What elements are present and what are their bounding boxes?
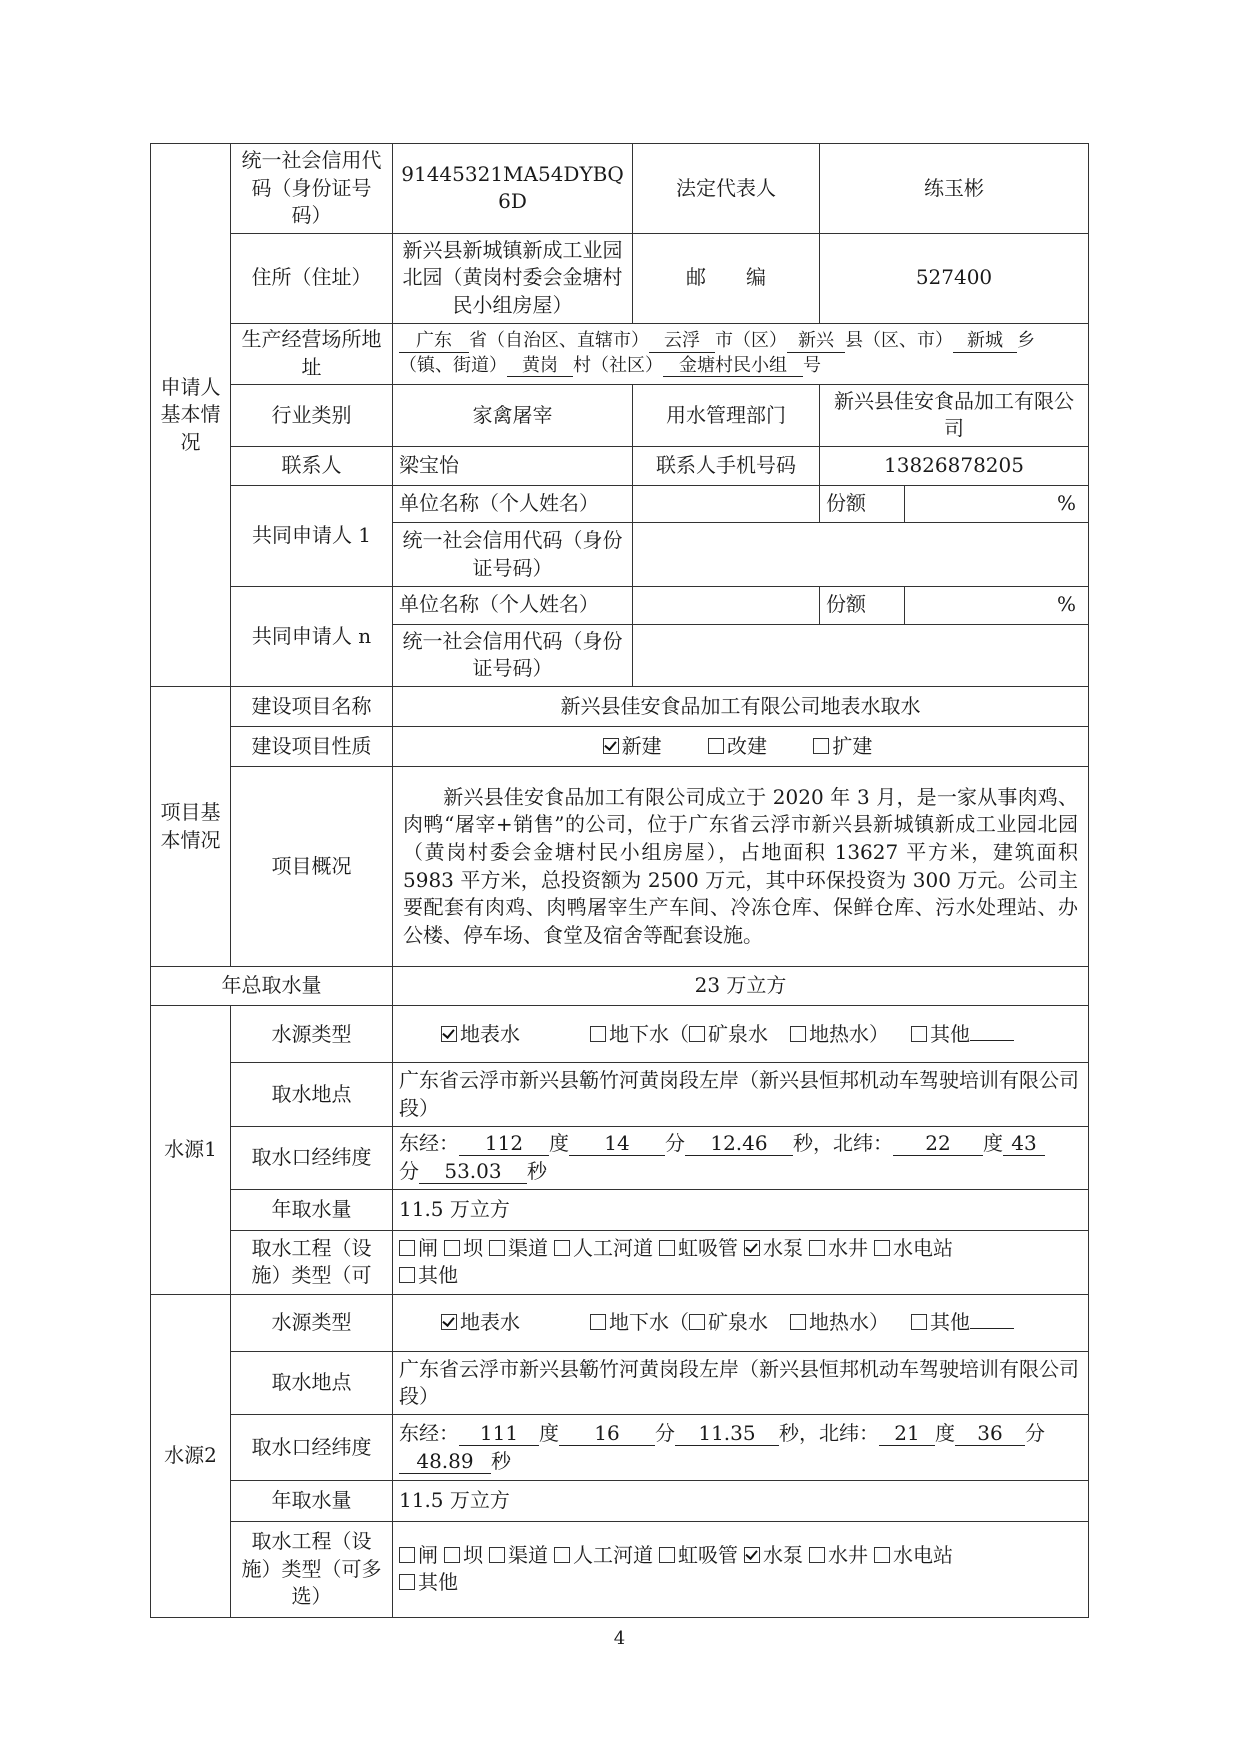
source-2-facility-shuijing-label: 水井 (828, 1542, 868, 1567)
checkbox-icon (590, 1026, 606, 1042)
source-1-facility-rengong-label: 人工河道 (573, 1235, 653, 1260)
address-label: 住所（住址） (231, 233, 393, 323)
industry-label: 行业类别 (231, 385, 393, 447)
source-1-lon-deg: 112 (459, 1131, 549, 1156)
source-1-facility-shuijing-label: 水井 (828, 1235, 868, 1260)
source-2-mineral-option[interactable] (689, 1309, 768, 1337)
checked-box-icon (441, 1026, 457, 1042)
source-1-lat-min-unit: 分 (399, 1159, 419, 1184)
source-2-deg-unit: 度 (539, 1420, 559, 1445)
checkbox-icon (554, 1547, 570, 1563)
checked-box-icon (603, 738, 619, 754)
source-1-surface-label: 地表水 (460, 1021, 520, 1046)
site-village: 黄岗 (507, 355, 573, 378)
site-city-suffix: 市（区） (715, 330, 787, 352)
source-1-type-label: 水源类型 (231, 1006, 393, 1063)
co-applicant-1-name-label: 单位名称（个人姓名） (393, 485, 633, 523)
source-2-facility-qita[interactable] (399, 1569, 458, 1597)
checkbox-icon (874, 1240, 890, 1256)
checkbox-icon (809, 1240, 825, 1256)
site-number-suffix: 号 (803, 354, 821, 376)
source-2-geo-option[interactable] (790, 1309, 889, 1337)
project-overview-text (393, 766, 1089, 966)
source-1-facility-hongxi-label: 虹吸管 (678, 1235, 738, 1260)
source-2-facility-shuijing[interactable] (809, 1542, 868, 1570)
project-nature-options (393, 726, 1089, 766)
source-1-lat-deg-unit: 度 (983, 1131, 1003, 1156)
source-1-east-prefix: 东经： (399, 1131, 459, 1156)
source-1-other-option[interactable] (911, 1021, 1014, 1049)
source-2-facility-qudao[interactable] (489, 1542, 548, 1570)
total-water-label: 年总取水量 (151, 967, 393, 1006)
source-2-lat-deg-unit: 度 (935, 1420, 955, 1445)
co-applicant-n-code-value (633, 624, 1089, 686)
source-1-coord-value (393, 1126, 1089, 1189)
source-1-facility-shuibeng-label: 水泵 (763, 1235, 803, 1260)
credit-code-label: 统一社会信用代码（身份证号码） (231, 144, 393, 234)
source-2-location-value: 广东省云浮市新兴县簕竹河黄岗段左岸（新兴县恒邦机动车驾驶培训有限公司段） (393, 1351, 1089, 1414)
site-town: 新城 (953, 330, 1017, 353)
checkbox-icon (874, 1547, 890, 1563)
source-1-facility-ba-label: 坝 (463, 1235, 483, 1260)
source-2-north-prefix: ，北纬： (799, 1420, 879, 1445)
source-2-facility-zha-label: 闸 (418, 1542, 438, 1567)
checkbox-icon (554, 1240, 570, 1256)
checkbox-icon (689, 1026, 705, 1042)
source-1-location-label: 取水地点 (231, 1063, 393, 1126)
applicant-section-label: 申请人基本情况 (151, 144, 231, 687)
checkbox-icon (399, 1547, 415, 1563)
source-1-annual-value: 11.5 万立方 (393, 1190, 1089, 1231)
source-2-other-option[interactable] (911, 1309, 1014, 1337)
source-1-facility-rengong[interactable] (554, 1235, 653, 1263)
checkbox-icon (911, 1026, 927, 1042)
source-2-other-blank (970, 1327, 1014, 1329)
nature-option-new-label: 新建 (621, 733, 662, 758)
source-2-lat-min-unit: 分 (1025, 1420, 1045, 1445)
co-applicant-1-code-label: 统一社会信用代码（身份证号码） (393, 523, 633, 586)
total-water-value: 23 万立方 (393, 967, 1089, 1006)
co-applicant-n-label: 共同申请人 n (231, 586, 393, 686)
source-2-surface-option[interactable] (441, 1309, 520, 1337)
contact-value: 梁宝怡 (393, 446, 633, 485)
source-1-type-options (393, 1006, 1089, 1063)
legal-rep-label: 法定代表人 (633, 144, 820, 234)
nature-option-rebuild-label: 改建 (727, 733, 767, 758)
checkbox-icon (659, 1547, 675, 1563)
co-applicant-n-share-label: 份额 (820, 586, 905, 624)
source-2-location-label: 取水地点 (231, 1351, 393, 1414)
source-2-surface-label: 地表水 (460, 1309, 520, 1334)
source-1-facility-shuibeng[interactable] (744, 1235, 803, 1263)
source-2-other-label: 其他 (930, 1309, 970, 1334)
checked-box-icon (441, 1314, 457, 1330)
nature-option-expand-label: 扩建 (832, 733, 873, 758)
source-1-facility-qudao[interactable] (489, 1235, 548, 1263)
checkbox-icon (911, 1314, 927, 1330)
source-1-facility-zha[interactable] (399, 1235, 438, 1263)
source-2-coord-value (393, 1415, 1089, 1480)
source-1-north-prefix: ，北纬： (813, 1131, 893, 1156)
checkbox-icon (399, 1267, 415, 1283)
checkbox-icon (790, 1314, 806, 1330)
source-2-sec-unit: 秒 (779, 1420, 799, 1445)
source-2-annual-label: 年取水量 (231, 1480, 393, 1521)
source-1-deg-unit: 度 (549, 1131, 569, 1156)
source-1-ground-label: 地下水（ (609, 1021, 689, 1046)
checkbox-icon (790, 1026, 806, 1042)
source-2-ground-option[interactable] (590, 1309, 689, 1337)
source-2-facility-ba-label: 坝 (463, 1542, 483, 1567)
checkbox-icon (659, 1240, 675, 1256)
project-section-label: 项目基本情况 (151, 687, 231, 967)
source-2-east-prefix: 东经： (399, 1420, 459, 1445)
source-1-other-blank (970, 1039, 1014, 1041)
source-1-facility-qudao-label: 渠道 (508, 1235, 548, 1260)
checkbox-icon (708, 738, 724, 754)
source-1-other-label: 其他 (930, 1021, 970, 1046)
source-1-lat-sec-unit: 秒 (527, 1159, 547, 1184)
co-applicant-1-share-value: % (905, 485, 1089, 523)
project-overview-body: 新兴县佳安食品加工有限公司成立于 2020 年 3 月，是一家从事肉鸡、肉鸭“屠宰+销售”的公司，位于广东省云浮市新兴县新城镇新成工业园北园（黄岗村委会金塘村民小组房屋），占地面积 13627 平方米，建筑面积 5983 平方米，总投资额为 2500 万元，其中环保投资为 300 万元。公司主要配套有肉鸡、肉鸭屠宰生产车间、冷冻仓库、保鲜仓库、污水处理站、办公楼、停车场、食堂及宿舍等配套设施。 (403, 784, 1078, 947)
nature-option-expand[interactable] (813, 733, 872, 761)
source-2-type-options (393, 1294, 1089, 1351)
postcode-value: 527400 (820, 233, 1089, 323)
source-1-lat-sec: 53.03 (419, 1159, 527, 1184)
co-applicant-n-share-value: % (905, 586, 1089, 624)
co-applicant-n-name-label: 单位名称（个人姓名） (393, 586, 633, 624)
checked-box-icon (744, 1240, 760, 1256)
phone-label: 联系人手机号码 (633, 446, 820, 485)
project-name-label: 建设项目名称 (231, 687, 393, 727)
source-2-facility-shuibeng[interactable] (744, 1542, 803, 1570)
source-1-facility-label: 取水工程（设施）类型（可 (231, 1231, 393, 1294)
contact-label: 联系人 (231, 446, 393, 485)
source-1-facility-hongxi[interactable] (659, 1235, 738, 1263)
co-applicant-1-code-value (633, 523, 1089, 586)
site-address-value (393, 323, 1089, 385)
source-2-annual-value: 11.5 万立方 (393, 1480, 1089, 1521)
source-1-geo-option[interactable] (790, 1021, 889, 1049)
source-1-facility-options (393, 1231, 1089, 1294)
source-2-facility-shuibeng-label: 水泵 (763, 1542, 803, 1567)
source-1-facility-shuijing[interactable] (809, 1235, 868, 1263)
source-1-facility-shuidian[interactable] (874, 1235, 953, 1263)
source-1-location-value: 广东省云浮市新兴县簕竹河黄岗段左岸（新兴县恒邦机动车驾驶培训有限公司段） (393, 1063, 1089, 1126)
project-nature-label: 建设项目性质 (231, 726, 393, 766)
checkbox-icon (444, 1547, 460, 1563)
site-province: 广东 (399, 330, 469, 353)
application-form-table (150, 143, 1089, 1618)
source-2-type-label: 水源类型 (231, 1294, 393, 1351)
checkbox-icon (399, 1574, 415, 1590)
nature-option-new[interactable] (603, 733, 662, 761)
source-2-facility-ba[interactable] (444, 1542, 483, 1570)
page-number: 4 (613, 1628, 626, 1649)
checkbox-icon (813, 738, 829, 754)
source-1-ground-option[interactable] (590, 1021, 689, 1049)
source-1-lon-sec: 12.46 (685, 1131, 793, 1156)
source-1-mineral-label: 矿泉水 (708, 1021, 768, 1046)
checkbox-icon (689, 1314, 705, 1330)
checkbox-icon (489, 1547, 505, 1563)
source-2-facility-shuidian[interactable] (874, 1542, 953, 1570)
source-1-facility-qita[interactable] (399, 1262, 458, 1290)
source-2-lon-min: 16 (559, 1421, 655, 1446)
source-2-facility-rengong-label: 人工河道 (573, 1542, 653, 1567)
phone-value: 13826878205 (820, 446, 1089, 485)
source-2-facility-zha[interactable] (399, 1542, 438, 1570)
source-1-sec-unit: 秒 (793, 1131, 813, 1156)
site-address-label: 生产经营场所地址 (231, 323, 393, 385)
checkbox-icon (590, 1314, 606, 1330)
co-applicant-1-share-label: 份额 (820, 485, 905, 523)
site-town-suffix: 乡（镇、街道） (399, 330, 1035, 376)
source-2-lat-deg: 21 (879, 1421, 935, 1446)
source-2-label: 水源2 (151, 1294, 231, 1617)
checked-box-icon (744, 1547, 760, 1563)
water-dept-label: 用水管理部门 (633, 385, 820, 447)
source-1-facility-shuidian-label: 水电站 (893, 1235, 953, 1260)
checkbox-icon (444, 1240, 460, 1256)
industry-value: 家禽屠宰 (393, 385, 633, 447)
co-applicant-1-name-value (633, 485, 820, 523)
source-2-facility-qudao-label: 渠道 (508, 1542, 548, 1567)
project-overview-label: 项目概况 (231, 766, 393, 966)
source-1-min-unit: 分 (665, 1131, 685, 1156)
checkbox-icon (809, 1547, 825, 1563)
source-2-lat-sec-unit: 秒 (491, 1448, 511, 1473)
source-2-facility-rengong[interactable] (554, 1542, 653, 1570)
site-number: 金塘村民小组 (663, 355, 803, 378)
source-2-ground-label: 地下水（ (609, 1309, 689, 1334)
site-province-suffix: 省（自治区、直辖市） (469, 330, 649, 352)
source-1-label: 水源1 (151, 1006, 231, 1294)
source-1-lat-min: 43 (1003, 1131, 1045, 1156)
source-1-lon-min: 14 (569, 1131, 665, 1156)
source-1-facility-qita-label: 其他 (418, 1263, 458, 1288)
source-1-annual-label: 年取水量 (231, 1190, 393, 1231)
source-2-lat-sec: 48.89 (399, 1449, 491, 1474)
water-dept-value: 新兴县佳安食品加工有限公司 (820, 385, 1089, 447)
nature-option-rebuild[interactable] (708, 733, 767, 761)
source-1-surface-option[interactable] (441, 1021, 520, 1049)
checkbox-icon (489, 1240, 505, 1256)
postcode-label: 邮 编 (633, 233, 820, 323)
source-2-facility-shuidian-label: 水电站 (893, 1542, 953, 1567)
source-2-coord-label: 取水口经纬度 (231, 1415, 393, 1480)
source-1-coord-label: 取水口经纬度 (231, 1126, 393, 1189)
source-2-lat-min: 36 (955, 1421, 1025, 1446)
source-2-lon-deg: 111 (459, 1421, 539, 1446)
site-county: 新兴 (787, 330, 845, 353)
source-1-facility-ba[interactable] (444, 1235, 483, 1263)
source-2-facility-qita-label: 其他 (418, 1570, 458, 1595)
source-2-lon-sec: 11.35 (675, 1421, 779, 1446)
site-county-suffix: 县（区、市） (845, 330, 953, 352)
site-city: 云浮 (649, 330, 715, 353)
co-applicant-n-code-label: 统一社会信用代码（身份证号码） (393, 624, 633, 686)
source-2-geo-label: 地热水） (809, 1309, 889, 1334)
source-2-facility-options (393, 1521, 1089, 1617)
source-2-facility-hongxi-label: 虹吸管 (678, 1542, 738, 1567)
site-village-suffix: 村（社区） (573, 354, 663, 376)
source-1-facility-zha-label: 闸 (418, 1235, 438, 1260)
source-1-mineral-option[interactable] (689, 1021, 768, 1049)
checkbox-icon (399, 1240, 415, 1256)
source-2-min-unit: 分 (655, 1420, 675, 1445)
source-2-facility-label: 取水工程（设施）类型（可多选） (231, 1521, 393, 1617)
co-applicant-1-label: 共同申请人 1 (231, 485, 393, 586)
address-value: 新兴县新城镇新成工业园北园（黄岗村委会金塘村民小组房屋） (393, 233, 633, 323)
co-applicant-n-name-value (633, 586, 820, 624)
legal-rep-value: 练玉彬 (820, 144, 1089, 234)
source-2-mineral-label: 矿泉水 (708, 1309, 768, 1334)
credit-code-value: 91445321MA54DYBQ6D (393, 144, 633, 234)
project-name-value: 新兴县佳安食品加工有限公司地表水取水 (393, 687, 1089, 727)
source-1-lat-deg: 22 (893, 1131, 983, 1156)
source-1-geo-label: 地热水） (809, 1021, 889, 1046)
source-2-facility-hongxi[interactable] (659, 1542, 738, 1570)
